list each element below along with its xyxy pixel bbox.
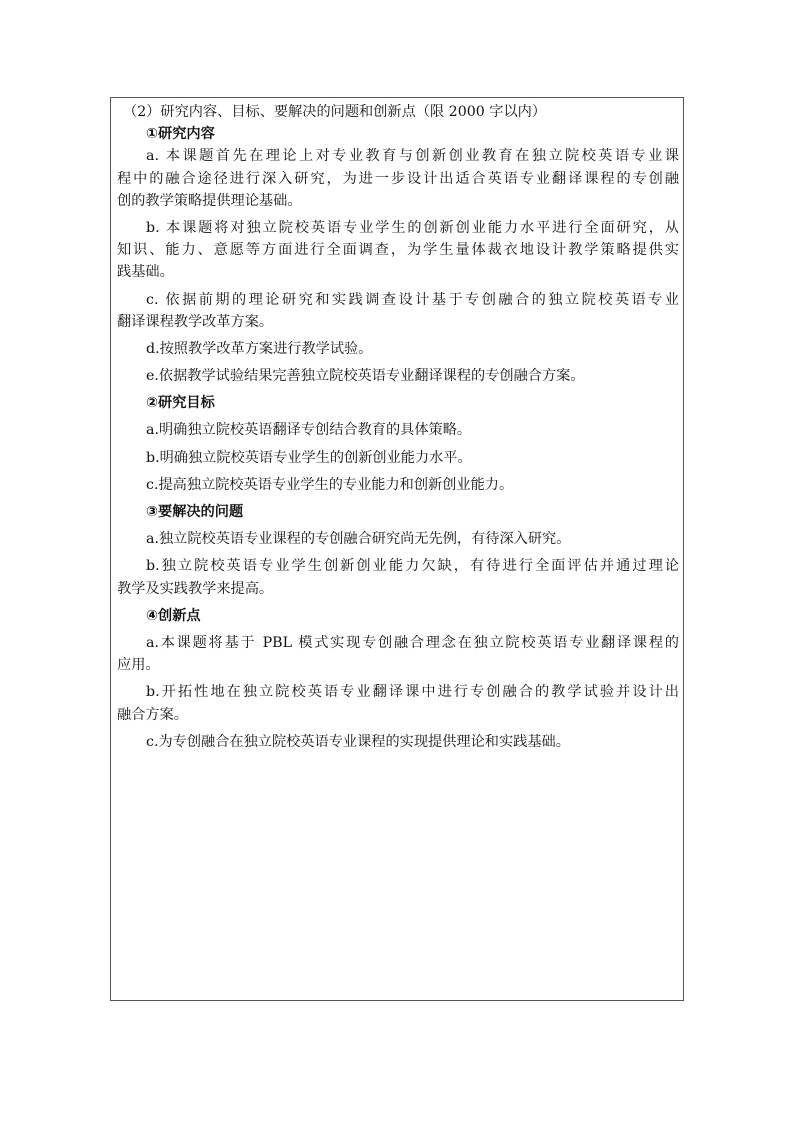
paragraph [117,555,679,599]
paragraph-line: b.明确独立院校英语专业学生的创新创业能力水平。 [146,449,472,466]
paragraph-line: 应用。 [117,657,160,674]
paragraph-line: e.依据教学试验结果完善独立院校英语专业翻译课程的专创融合方案。 [146,368,585,385]
paragraph-line: b.独立院校英语专业学生创新创业能力欠缺，有待进行全面评估并通过理论 [146,558,679,575]
paragraph-line: c.提高独立院校英语专业学生的专业能力和创新创业能力。 [146,476,514,493]
section-heading: ①研究内容 [146,126,215,143]
paragraph [117,681,679,725]
paragraph [117,447,679,469]
paragraph-line: b.开拓性地在独立院校英语专业翻译课中进行专创融合的教学试验并设计出 [146,684,679,701]
research-content-section [117,123,679,387]
paragraph-line: a.独立院校英语专业课程的专创融合研究尚无先例，有待深入研究。 [146,531,571,548]
paragraph [117,474,679,496]
section-heading: ③要解决的问题 [146,504,244,520]
paragraph [117,145,679,212]
paragraph-line: c. 依据前期的理论研究和实践调查设计基于专创融合的独立院校英语专业 [146,291,679,308]
paragraph-line: d.按照教学改革方案进行教学试验。 [146,340,373,357]
paragraph-line: 融合方案。 [117,706,188,723]
paragraph-line: a.本课题将基于 PBL 模式实现专创融合理念在独立院校英语专业翻译课程的 [146,634,679,651]
paragraph-line: 翻译课程教学改革方案。 [117,313,274,330]
paragraph [117,365,679,387]
paragraph-line: 创的教学策略提供理论基础。 [117,192,302,209]
paragraph-line: c.为专创融合在独立院校英语专业课程的实现提供理论和实践基础。 [146,733,570,750]
paragraph [117,731,679,753]
section-heading: ④创新点 [146,607,201,624]
paragraph-line: a. 本课题首先在理论上对专业教育与创新创业教育在独立院校英语专业课 [146,148,679,165]
paragraph [117,289,679,333]
paragraph [117,632,679,676]
section-title: （2）研究内容、目标、要解决的问题和创新点（限 2000 字以内） [123,104,547,120]
paragraph-line: 程中的融合途径进行深入研究，为进一步设计出适合英语专业翻译课程的专创融 [117,170,679,187]
document-content [117,101,679,753]
section-heading: ②研究目标 [146,395,215,412]
paragraph-line: 教学及实践教学来提高。 [117,580,274,597]
paragraph [117,338,679,360]
innovation-section [117,605,679,753]
paragraph-line: b. 本课题将对独立院校英语专业学生的创新创业能力水平进行全面研究，从 [146,219,679,236]
paragraph-line: 知识、能力、意愿等方面进行全面调查，为学生量体裁衣地设计教学策略提供实 [117,242,679,259]
paragraph [117,528,679,550]
paragraph-line: a.明确独立院校英语翻译专创结合教育的具体策略。 [146,422,472,439]
problems-section [117,501,679,600]
paragraph [117,217,679,284]
paragraph-line: 践基础。 [117,264,174,281]
research-goals-section [117,392,679,496]
paragraph [117,419,679,441]
